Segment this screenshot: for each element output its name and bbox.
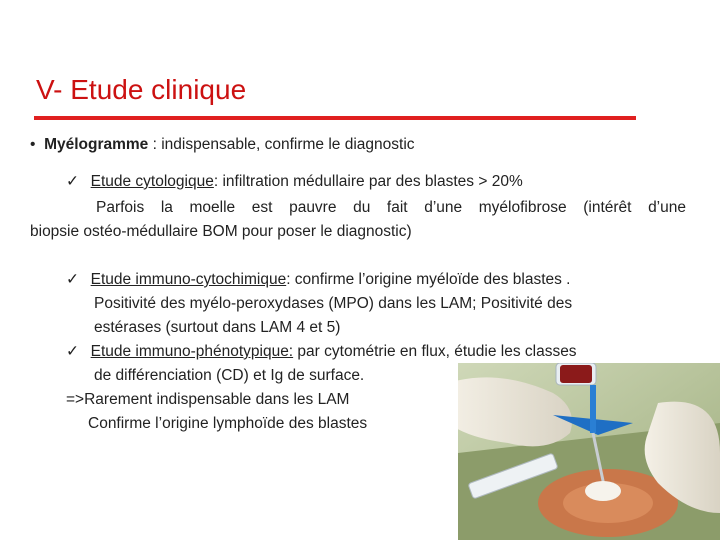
item-line: =>Rarement indispensable dans les LAM (66, 391, 350, 408)
bullet-text: : indispensable, confirme le diagnostic (148, 136, 415, 153)
item-text: : confirme l’origine myéloïde des blastes . (286, 271, 571, 288)
item-line: Positivité des myélo-peroxydases (MPO) dans les LAM; Positivité des (94, 295, 573, 312)
item-heading: Etude immuno-cytochimique (90, 271, 287, 288)
item-line: Parfois la moelle est pauvre du fait d’une myélofibrose (intérêt d’une (96, 199, 686, 216)
item-text: par cytométrie en flux, étudie les classes (293, 343, 577, 360)
item-heading: Etude immuno-phénotypique: (90, 343, 294, 360)
item-line: biopsie ostéo-médullaire BOM pour poser le diagnostic) (30, 223, 412, 240)
item-line: Confirme l’origine lymphoïde des blastes (88, 415, 368, 432)
bullet-bold-term: Myélogramme (44, 136, 149, 153)
check-icon: ✓ (66, 271, 79, 288)
item-immunophenotypique (66, 340, 577, 364)
item-line: de différenciation (CD) et Ig de surface. (94, 367, 365, 384)
check-icon: ✓ (66, 173, 79, 190)
item-immunocytochimique (66, 268, 571, 292)
item-line: estérases (surtout dans LAM 4 et 5) (94, 319, 341, 336)
item-cytologique (66, 170, 523, 194)
main-bullet (30, 133, 415, 157)
item-text: : infiltration médullaire par des blastes > 20% (213, 173, 523, 190)
bullet-marker: • (30, 136, 36, 153)
check-icon: ✓ (66, 343, 79, 360)
procedure-illustration (458, 363, 720, 540)
item-heading: Etude cytologique (90, 173, 214, 190)
bone-marrow-aspiration-photo (458, 363, 720, 540)
title-underline (34, 116, 636, 120)
slide-title: V- Etude clinique (36, 74, 247, 105)
